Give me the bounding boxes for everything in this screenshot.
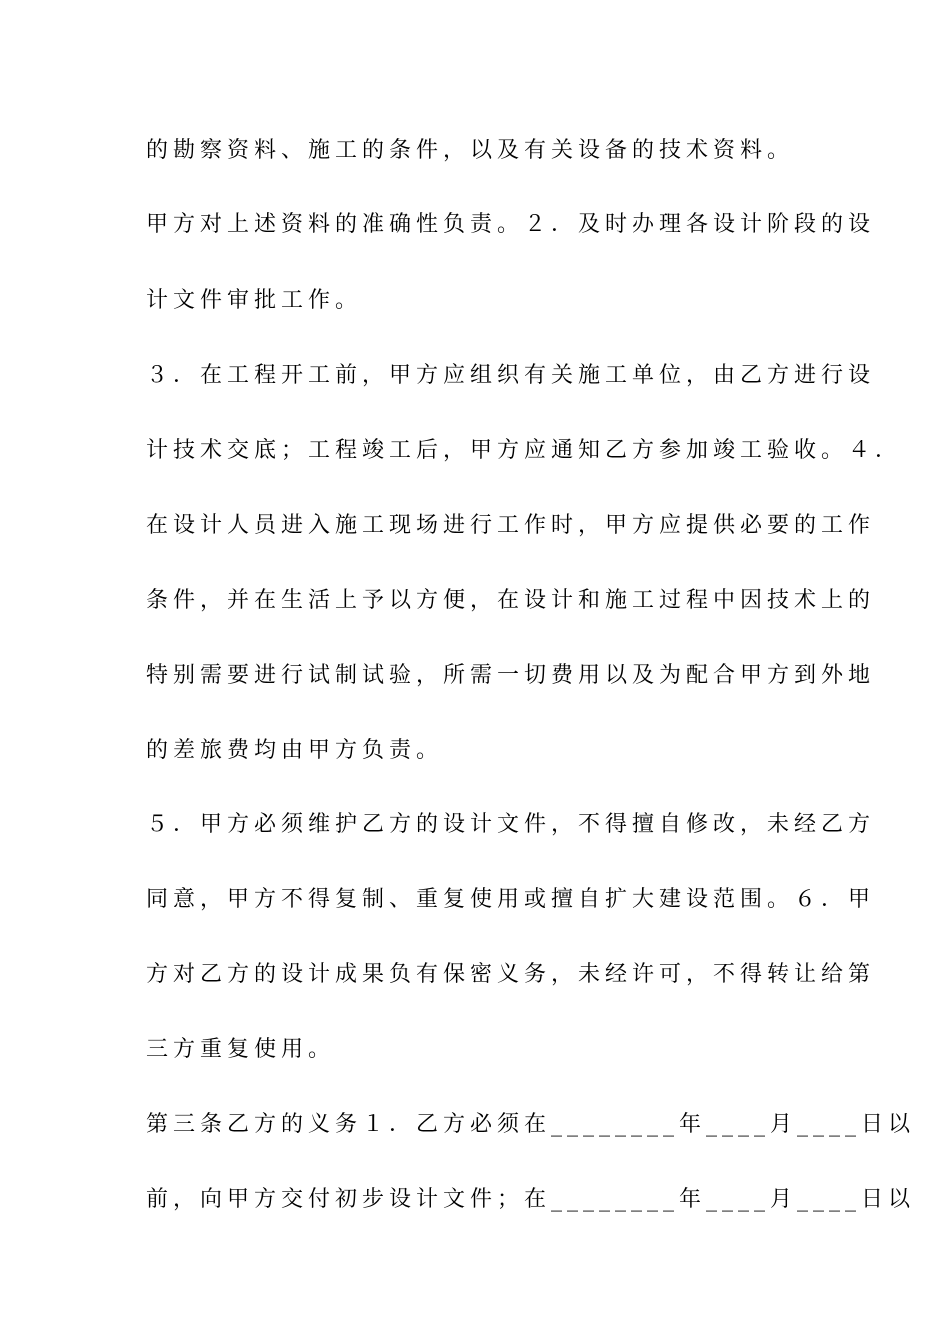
text-line: 计技术交底；工程竣工后，甲方应通知乙方参加竣工验收。４． bbox=[146, 438, 903, 463]
text-line: 前，向甲方交付初步设计文件；在________年____月____日以 bbox=[146, 1187, 916, 1212]
text-line: 甲方对上述资料的准确性负责。２．及时办理各设计阶段的设 bbox=[146, 212, 876, 237]
text-line: 在设计人员进入施工现场进行工作时，甲方应提供必要的工作 bbox=[146, 513, 876, 538]
text-line: 方对乙方的设计成果负有保密义务，未经许可，不得转让给第 bbox=[146, 962, 876, 987]
text-line: 同意，甲方不得复制、重复使用或擅自扩大建设范围。６．甲 bbox=[146, 887, 876, 912]
text-line: ３．在工程开工前，甲方应组织有关施工单位，由乙方进行设 bbox=[146, 363, 876, 388]
text-line: 的勘察资料、施工的条件，以及有关设备的技术资料。 bbox=[146, 138, 795, 163]
text-line: 条件，并在生活上予以方便，在设计和施工过程中因技术上的 bbox=[146, 588, 876, 613]
text-line: ５．甲方必须维护乙方的设计文件，不得擅自修改，未经乙方 bbox=[146, 812, 876, 837]
text-line: 的差旅费均由甲方负责。 bbox=[146, 738, 444, 763]
text-line: 三方重复使用。 bbox=[146, 1037, 336, 1062]
text-line: 特别需要进行试制试验，所需一切费用以及为配合甲方到外地 bbox=[146, 663, 876, 688]
text-line: 第三条乙方的义务１．乙方必须在________年____月____日以 bbox=[146, 1112, 916, 1137]
text-line: 计文件审批工作。 bbox=[146, 288, 363, 313]
